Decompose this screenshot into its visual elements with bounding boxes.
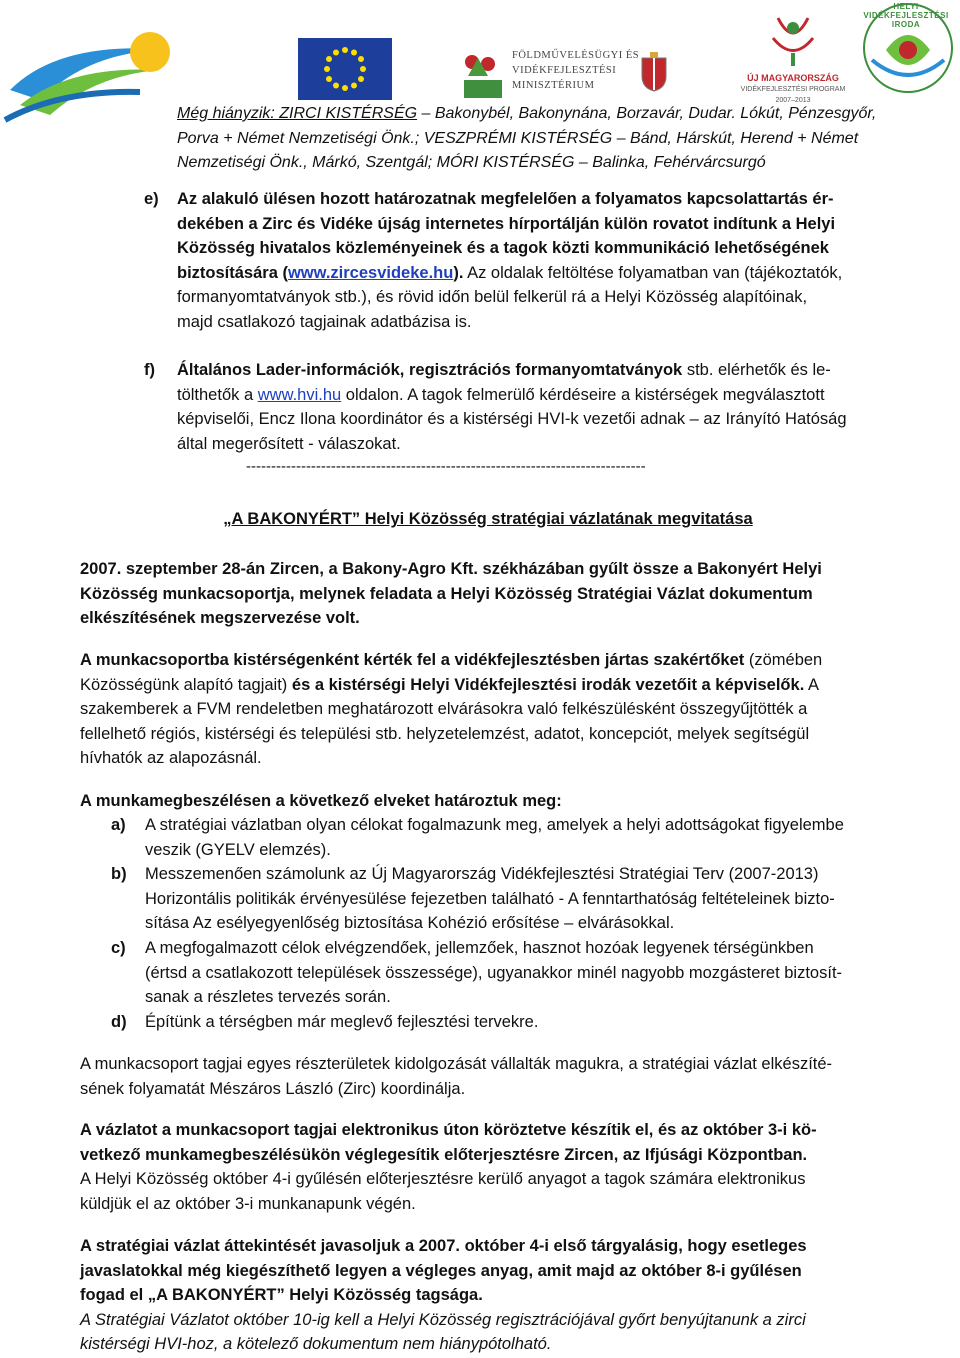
review-line4: A Stratégiai Vázlatot október 10-ig kell a Helyi Közösség regisztrációjával győrt benyújtanunk a zirci [80,1310,806,1329]
item-e-line4-close: ). [453,263,464,282]
item-f-line3: képviselői, Encz Ilona koordinátor és a kistérségi HVI-k vezetői adnak – az Irányító Hatóság [177,410,847,429]
zircesvideke-link[interactable]: www.zircesvideke.hu [287,263,454,282]
decision-d-label: d) [111,1013,127,1031]
hvi-logo [852,0,960,100]
review-paragraph [80,1234,896,1357]
workgroup-line5: hívhatók az alapozásnál. [80,749,262,768]
meeting-line3: elkészítésének megszervezése volt. [80,609,360,628]
decision-c-line: A megfogalmazott célok elvégzendőek, jellemzőek, hasznot hozóak legyenek térségünkben [145,939,814,957]
decision-d-line: Építünk a térségben már meglevő fejlesztési tervekre. [145,1013,539,1031]
review-line3: fogad el „A BAKONYÉRT” Helyi Közösség tagsága. [80,1286,483,1305]
workgroup-line2-bold: és a kistérségi Helyi Vidékfejlesztési irodák vezetőit a képviselők. [287,675,805,694]
draft-line1: A vázlatot a munkacsoport tagjai elektronikus úton köröztetve készítik el, és az október 3-i kö- [80,1121,817,1139]
decision-c-label: c) [111,939,126,957]
draft-line3: A Helyi Közösség október 4-i gyűlésén előterjesztésre kerülő anyagot a tagok számára elektronikus [80,1170,806,1189]
decision-c-line: sanak a részletes tervezés során. [145,988,391,1007]
ministry-name-line2: VIDÉKFEJLESZTÉSI [512,65,617,76]
item-e-label: e) [144,190,159,208]
note-line-1-end: – Bakonybél, Bakonynána, Borzavár, Dudar. Lókút, Pénzesgyőr, [417,105,877,122]
umvp-line2: VIDÉKFEJLESZTÉSI PROGRAM [740,86,846,93]
item-e-line6: majd csatlakozó tagjainak adatbázisa is. [177,312,472,331]
workgroup-line1-rest: (zömében [744,651,823,669]
missing-members-note [177,102,896,176]
item-e-line1: Az alakuló ülésen hozott határozatnak megfelelően a folyamatos kapcsolattartás ér- [177,190,834,208]
decision-c-line: (értsd a csatlakozott települések összessége), ugyanakkor minél nagyobb mozgásteret biztosít- [145,963,843,982]
decision-b-line: sítása Az esélyegyenlőség biztosítása Kohézió erősítése – elvárásokkal. [145,914,675,933]
item-f-line1-bold: Általános Lader-információk, regisztrációs formanyomtatványok [177,361,683,379]
note-line-3: Nemzetiségi Önk., Márkó, Szentgál; MÓRI KISTÉRSÉG – Balinka, Fehérvárcsurgó [177,154,766,171]
draft-paragraph [80,1118,896,1216]
separator-line: -------------------------------------------------------------------------------- [246,458,646,475]
decision-a-label: a) [111,816,126,834]
workgroup-paragraph [80,648,896,771]
decision-a-text [145,813,896,862]
eu-flag-logo [298,38,392,100]
item-e-line3: Közösség hivatalos közleményeinek és a tagok közti kommunikáció lehetőségének [177,239,829,258]
umvp-logo [738,8,848,108]
decision-c-text [145,936,896,1010]
item-f-label: f) [144,361,155,379]
decision-a-line: A stratégiai vázlatban olyan célokat fogalmazunk meg, amelyek a helyi adottságokat figyelembe [145,816,844,834]
item-f-text [177,358,896,456]
meeting-line1: 2007. szeptember 28-án Zircen, a Bakony-Agro Kft. székházában gyűlt össze a Bakonyért Helyi [80,560,822,578]
hvi-text: HELYI VIDÉKFEJLESZTÉSI IRODA [863,2,949,29]
umvp-line3: 2007–2013 [775,97,811,104]
item-f-line1-rest: stb. elérhetők és le- [682,361,831,379]
draft-line4: küldjük el az október 3-i munkanapunk végén. [80,1194,416,1213]
workgroup-line3: szakemberek a FVM rendeletben meghatározott elvárásokra való felkészülésként összegyűjtötték a [80,700,808,719]
item-f-line2-start: tölthetők a [177,385,258,404]
coordination-line2: sének folyamatát Mészáros László (Zirc) koordinálja. [80,1079,466,1098]
decision-b-line: Messzemenően számolunk az Új Magyarország Vidékfejlesztési Stratégiai Terv (2007-2013) [145,865,819,883]
review-line2: javaslatokkal még kiegészíthető legyen a végleges anyag, amit majd az október 8-i gyűlésen [80,1261,802,1280]
decision-b-line: Horizontális politikák érvényesülése fejezetben található - A fenntarthatóság feltételeinek bizto- [145,889,835,908]
note-line-1-start: Még hiányzik: ZIRCI KISTÉRSÉG [177,105,418,122]
draft-line2: vetkező munkamegbeszélésükön véglegesítik előterjesztésre Zircen, az Ifjúsági Központban. [80,1145,808,1164]
meeting-paragraph [80,557,896,631]
review-line1: A stratégiai vázlat áttekintését javasoljuk a 2007. október 4-i első tárgyalásig, hogy esetleges [80,1237,807,1255]
decision-b-text [145,862,896,936]
decisions-heading: A munkamegbeszélésen a következő elveket határoztuk meg: [80,792,562,810]
item-f-line2-rest: oldalon. A tagok felmerülő kérdéseire a kistérségek megválasztott [341,385,825,404]
workgroup-line1-bold: A munkacsoportba kistérségenként kérték fel a vidékfejlesztésben jártas szakértőket [80,651,745,669]
workgroup-line2-end: A [804,675,819,694]
meeting-line2: Közösség munkacsoportja, melynek feladata a Helyi Közösség Stratégiai Vázlat dokumentum [80,584,813,603]
item-e-line2: dekében a Zirc és Vidéke újság internetes hírportálján külön rovatot indítunk a Helyi [177,214,836,233]
ministry-logo [458,46,668,102]
coordination-line1: A munkacsoport tagjai egyes részterületek kidolgozását vállalták magukra, a stratégiai vázlat elkészíté- [80,1055,833,1073]
workgroup-line2-start: Közösségünk alapító tagjait) [80,675,288,694]
decision-a-line: veszik (GYELV elemzés). [145,840,331,859]
umvp-line1: ÚJ MAGYARORSZÁG [747,73,839,83]
hvi-link[interactable]: www.hvi.hu [257,385,342,404]
coordination-paragraph [80,1052,896,1101]
decision-b-label: b) [111,865,127,883]
item-e-text [177,187,896,335]
sun-swoosh-logo [0,20,180,130]
ministry-name-line1: FÖLDMŰVELÉSÜGYI ÉS [512,50,640,61]
item-f-line4: által megerősített - válaszokat. [177,434,401,453]
item-e-line4-start: biztosítására ( [177,263,288,282]
section-title: „A BAKONYÉRT” Helyi Közösség stratégiai vázlatának megvitatása [223,510,753,528]
item-e-line4-rest: Az oldalak feltöltése folyamatban van (tájékoztatók, [463,263,843,282]
workgroup-line4: fellelhető régiós, kistérségi és települési stb. helyzetelemzést, adatot, koncepciót, melyek segítségül [80,724,810,743]
note-line-2: Porva + Német Nemzetiségi Önk.; VESZPRÉMI KISTÉRSÉG – Bánd, Hárskút, Herend + Német [177,129,859,147]
decision-d-text [145,1010,896,1035]
review-line5: kistérségi HVI-hoz, a kötelező dokumentum nem hiánypótolható. [80,1335,552,1354]
ministry-name-line3: MINISZTÉRIUM [512,80,595,91]
item-e-line5: formanyomtatványok stb.), és rövid időn belül felkerül rá a Helyi Közösség alapítóinak, [177,288,808,307]
